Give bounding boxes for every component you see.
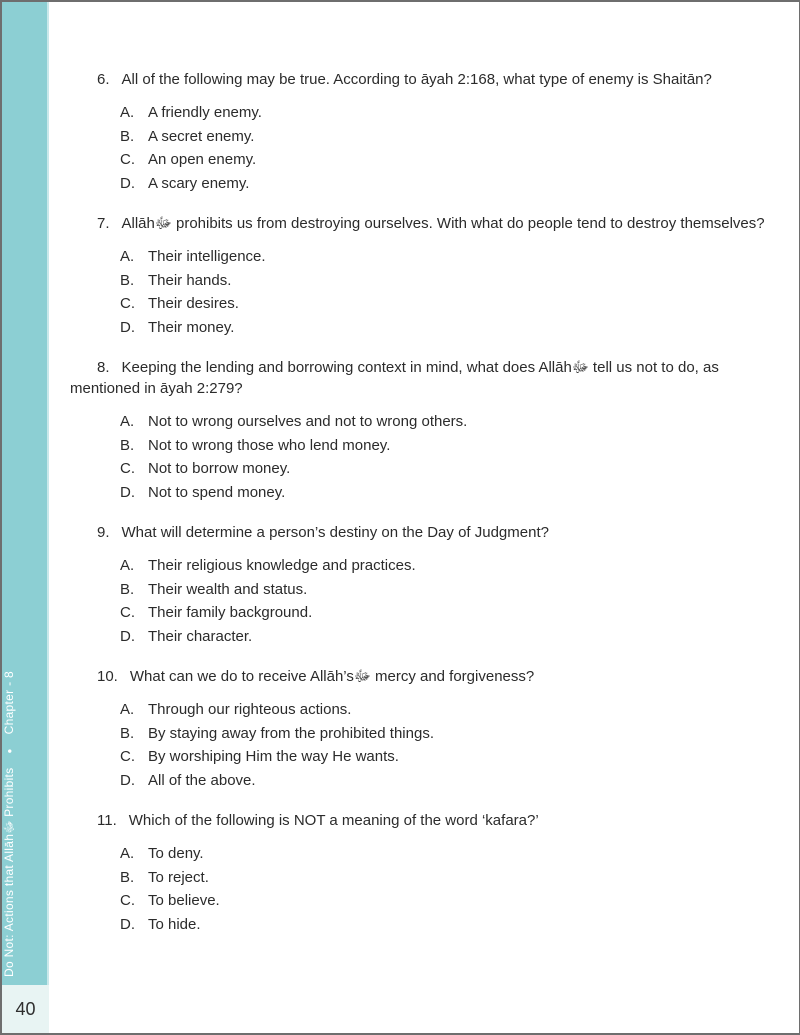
sidebar-chapter-title: Do Not: Actions that Allāhﷻ Prohibits (2, 767, 16, 977)
options-list (70, 698, 768, 792)
question-text (70, 522, 768, 543)
sidebar-vertical-label (1, 632, 17, 977)
option-text: Not to wrong ourselves and not to wrong others. (148, 413, 468, 430)
option-text: All of the above. (148, 771, 256, 789)
option-text: A friendly enemy. (148, 104, 262, 121)
option-letter: D. (120, 318, 135, 336)
option-row (120, 245, 768, 269)
option-text: Their character. (148, 627, 253, 645)
option-row (120, 722, 768, 746)
question-number: 10. (97, 668, 118, 685)
question-text (70, 69, 768, 90)
option-text: By worshiping Him the way He wants. (148, 748, 399, 765)
option-text: A scary enemy. (148, 174, 250, 192)
option-text: Their wealth and status. (148, 580, 308, 598)
option-row (120, 457, 768, 481)
option-letter: B. (120, 580, 135, 598)
option-row (120, 769, 768, 793)
sidebar-chapter-number: Chapter - 8 (2, 671, 16, 735)
option-row (120, 410, 768, 434)
question-body: Which of the following is NOT a meaning of the word ‘kafara?’ (128, 812, 539, 829)
option-row (120, 172, 768, 196)
option-row (120, 101, 768, 125)
question-block (70, 357, 768, 504)
question-number: 9. (97, 524, 110, 541)
option-row (120, 745, 768, 769)
option-letter: D. (120, 915, 135, 933)
page-number: 40 (15, 998, 36, 1019)
option-letter: C. (120, 460, 135, 477)
options-list (70, 842, 768, 936)
question-body: Allāhﷻ prohibits us from destroying ourselves. With what do people tend to destroy themselves? (121, 215, 765, 232)
question-block (70, 213, 768, 339)
option-text: To believe. (148, 892, 220, 909)
option-letter: D. (120, 174, 135, 192)
option-letter: B. (120, 436, 135, 454)
option-text: To reject. (148, 868, 209, 886)
option-letter: D. (120, 483, 135, 501)
question-text (70, 213, 768, 234)
option-text: Their desires. (148, 295, 239, 312)
options-list (70, 410, 768, 504)
option-letter: A. (120, 104, 135, 121)
bullet-separator-icon: ● (5, 748, 14, 754)
option-row (120, 125, 768, 149)
option-row (120, 554, 768, 578)
question-text (70, 810, 768, 831)
question-block (70, 810, 768, 936)
option-letter: B. (120, 127, 135, 145)
option-text: Not to wrong those who lend money. (148, 436, 391, 454)
question-text (70, 666, 768, 687)
question-number: 8. (97, 359, 110, 376)
option-letter: A. (120, 701, 135, 718)
question-block (70, 69, 768, 195)
option-text: Their family background. (148, 604, 313, 621)
option-row (120, 292, 768, 316)
option-text: To deny. (148, 845, 204, 862)
option-row (120, 601, 768, 625)
option-letter: A. (120, 557, 135, 574)
option-row (120, 434, 768, 458)
option-text: A secret enemy. (148, 127, 255, 145)
option-letter: D. (120, 771, 135, 789)
option-row (120, 866, 768, 890)
option-letter: C. (120, 892, 135, 909)
option-row (120, 481, 768, 505)
option-letter: C. (120, 604, 135, 621)
options-list (70, 101, 768, 195)
option-letter: A. (120, 248, 135, 265)
option-text: An open enemy. (148, 151, 257, 168)
options-list (70, 554, 768, 648)
question-block (70, 666, 768, 792)
option-text: Their intelligence. (148, 248, 266, 265)
option-letter: C. (120, 295, 135, 312)
option-letter: C. (120, 748, 135, 765)
question-text (70, 357, 768, 399)
question-number: 7. (97, 215, 110, 232)
option-letter: B. (120, 271, 135, 289)
option-text: Their hands. (148, 271, 232, 289)
question-block (70, 522, 768, 648)
option-row (120, 316, 768, 340)
option-letter: C. (120, 151, 135, 168)
option-row (120, 889, 768, 913)
question-body: Keeping the lending and borrowing context in mind, what does Allāhﷻ tell us not to do, as mentioned in āyah 2:279? (70, 359, 719, 397)
questions-area (49, 2, 798, 1033)
option-letter: B. (120, 724, 135, 742)
option-letter: A. (120, 413, 135, 430)
option-text: By staying away from the prohibited things. (148, 724, 434, 742)
option-row (120, 578, 768, 602)
option-text: Their religious knowledge and practices. (148, 557, 416, 574)
option-row (120, 148, 768, 172)
options-list (70, 245, 768, 339)
option-text: Through our righteous actions. (148, 701, 352, 718)
option-row (120, 698, 768, 722)
question-number: 11. (97, 812, 117, 829)
question-body: All of the following may be true. According to āyah 2:168, what type of enemy is Shaitān? (121, 71, 712, 88)
option-text: Not to borrow money. (148, 460, 291, 477)
option-letter: B. (120, 868, 135, 886)
option-row (120, 625, 768, 649)
option-row (120, 913, 768, 937)
option-letter: A. (120, 845, 135, 862)
option-letter: D. (120, 627, 135, 645)
question-body: What will determine a person’s destiny on the Day of Judgment? (121, 524, 549, 541)
option-row (120, 269, 768, 293)
question-body: What can we do to receive Allāh’sﷻ mercy and forgiveness? (129, 668, 535, 685)
option-text: To hide. (148, 915, 201, 933)
option-text: Their money. (148, 318, 235, 336)
option-row (120, 842, 768, 866)
page-number-box (2, 985, 49, 1033)
option-text: Not to spend money. (148, 483, 286, 501)
question-number: 6. (97, 71, 110, 88)
